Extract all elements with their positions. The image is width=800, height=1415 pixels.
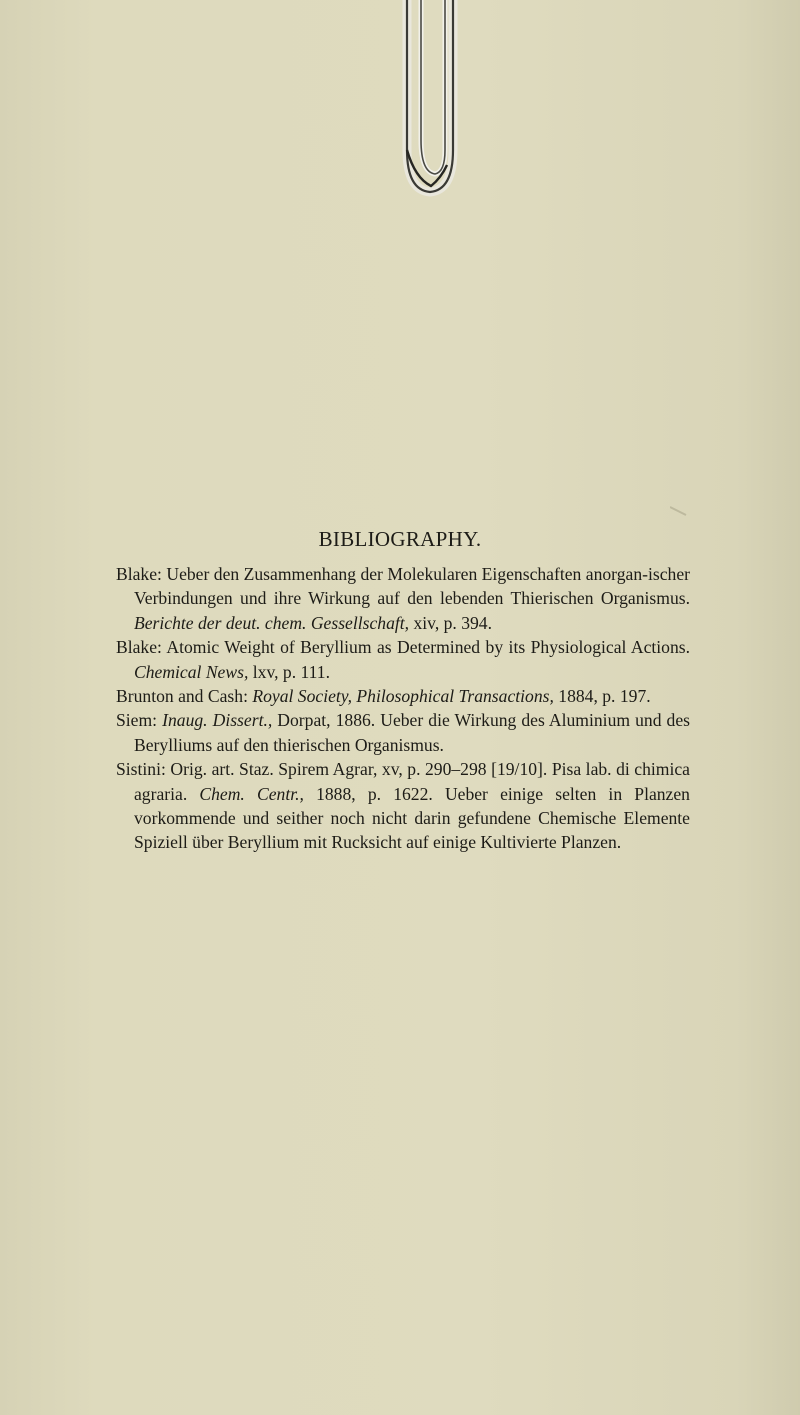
reference-text: : Atomic Weight of Beryllium as Determined by its Physiological Actions. [157,637,690,658]
reference-entry [116,684,690,708]
reference-source: Berichte der deut. chem. Gessellschaft, [134,612,410,633]
reference-text: 1884, p. 197. [553,686,651,707]
reference-author: Blake [116,637,158,658]
reference-author: Brunton and Cash [116,686,244,707]
reference-entry [116,562,690,635]
reference-source: Royal Society, Philosophical Transactions, [252,686,554,707]
reference-text: xiv, p. 394. [409,612,492,633]
reference-entry [116,708,690,757]
page-mark-icon [670,505,690,519]
page-title: BIBLIOGRAPHY. [318,527,482,551]
reference-text: 1888, p. 1622. Ueber einige selten in Planzen vorkommende und seither noch nicht darin gefundene Chemische Elemente Spiziell über Beryllium mit Rucksicht auf einige Kultivierte Planzen. [134,783,690,853]
reference-text: : [152,710,163,731]
reference-author: Sistini [116,759,161,780]
reference-entry [116,635,690,684]
reference-source: Chemical News, [134,661,249,682]
paperclip-icon [395,0,465,200]
reference-text: : [243,686,253,707]
reference-text: Dorpat, 1886. Ueber die Wirkung des Aluminium und des Berylliums auf den thierischen Organismus. [134,710,690,755]
reference-text: lxv, p. 111. [248,661,330,682]
reference-entry [116,757,690,855]
reference-text: : Orig. art. Staz. Spirem Agrar, xv, p. 290–298 [19/10]. Pisa lab. di chimica agraria. [134,759,690,804]
reference-source: Inaug. Dissert., [162,710,273,731]
bibliography-list [116,562,690,855]
reference-author: Blake [116,564,158,584]
reference-source: Chem. Centr., [199,783,304,804]
reference-author: Siem [116,710,153,731]
reference-text: : Ueber den Zusammenhang der Molekularen Eigenschaften anorgan-ischer Verbindungen und ihre Wirkung auf den lebenden Thierischen Organismus. [134,564,690,609]
